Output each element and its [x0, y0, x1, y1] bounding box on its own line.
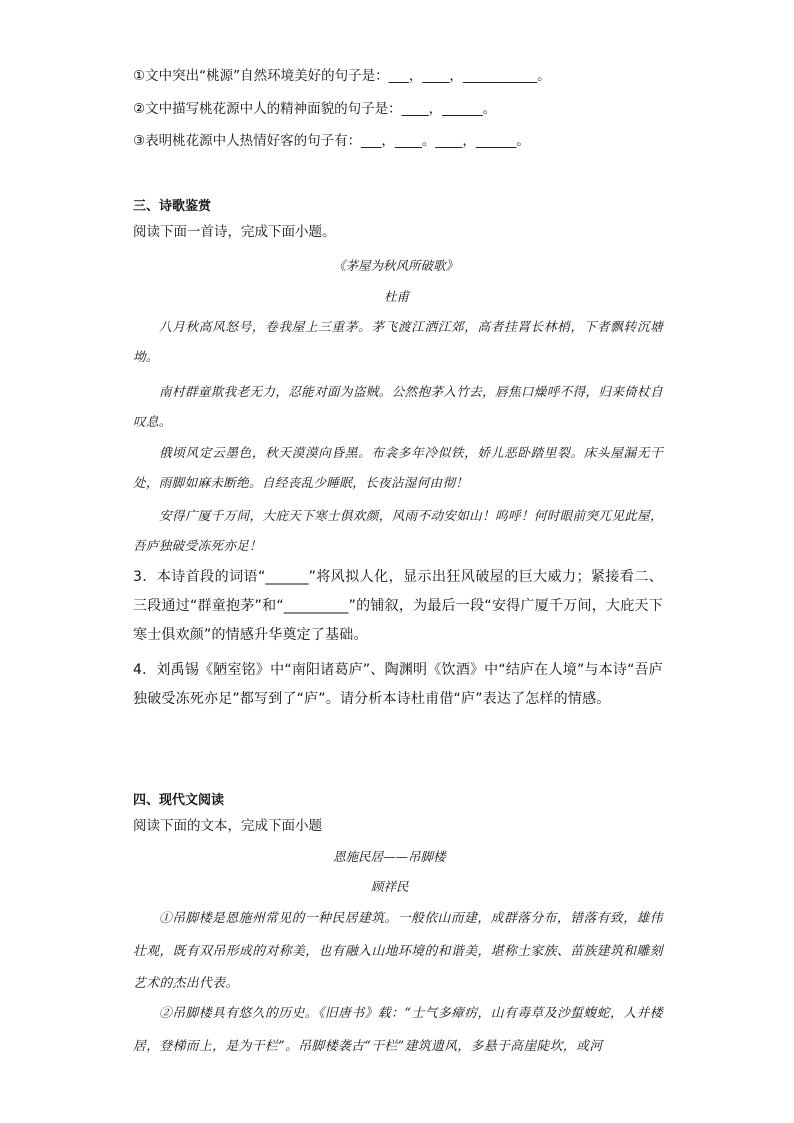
question-4: 4．刘禹锡《陋室铭》中“南阳诸葛庐”、陶渊明《饮酒》中“结庐在人境”与本诗“吾庐独破受冻死亦足”都写到了“庐”。请分析本诗杜甫借“庐”表达了怎样的情感。 — [133, 662, 663, 707]
essay-paragraph-2: ②吊脚楼具有悠久的历史。《旧唐书》载：“士气多瘴疠，山有毒草及沙蜇蝮蛇，人并楼居，登梯而上，是为干栏”。吊脚楼袭古“干栏”建筑遗风，多悬于高崖陡坎，或河 — [133, 1006, 663, 1054]
poem-stanza-1: 八月秋高风怒号，卷我屋上三重茅。茅飞渡江洒江郊，高者挂罥长林梢，下者飘转沉塘坳。 — [133, 319, 663, 364]
poem-stanza-4: 安得广厦千万间，大庇天下寒士俱欢颜，风雨不动安如山！呜呼！何时眼前突兀见此屋，吾庐独破受冻死亦足！ — [133, 508, 663, 553]
section-heading-poetry: 三、诗歌鉴赏 — [133, 199, 212, 214]
essay-paragraph-1: ①吊脚楼是恩施州常见的一种民居建筑。一般依山而建，成群落分布，错落有致，雄伟壮观，既有双吊形成的对称美，也有融入山地环境的和谐美，堪称土家族、苗族建筑和雕刻艺术的杰出代表。 — [133, 911, 663, 991]
poem-stanza-3: 俄顷风定云墨色，秋天漠漠向昏黑。布衾多年冷似铁，娇儿恶卧踏里裂。床头屋漏无干处，雨脚如麻未断绝。自经丧乱少睡眠，长夜沾湿何由彻！ — [133, 445, 663, 490]
section-instruction-modern: 阅读下面的文本，完成下面小题 — [133, 818, 322, 834]
poem-title: 《茅屋为秋风所破歌》 — [333, 258, 459, 273]
poem-author: 杜甫 — [384, 289, 410, 304]
section-instruction-poetry: 阅读下面一首诗，完成下面小题。 — [133, 224, 336, 240]
essay-author: 顾祥民 — [371, 879, 409, 894]
essay-title: 恩施民居——吊脚楼 — [333, 849, 446, 864]
question-line-3: ③表明桃花源中人热情好客的句子有：___，____。____，______。 — [133, 133, 530, 149]
question-3: 3．本诗首段的词语“______”将风拟人化，显示出狂风破屋的巨大威力；紧接看二、三段通过“群童抱茅”和“_________”的铺叙，为最后一段“安得广厦千万间，大庇天下寒士俱欢颜”的情感升华奠定了基础。 — [133, 569, 663, 643]
question-line-2: ②文中描写桃花源中人的精神面貌的句子是：____，______。 — [133, 101, 497, 117]
section-heading-modern: 四、现代文阅读 — [133, 793, 225, 808]
poem-stanza-2: 南村群童欺我老无力，忍能对面为盗贼。公然抱茅入竹去，唇焦口燥呼不得，归来倚杖自叹息。 — [133, 384, 663, 429]
question-line-1: ①文中突出“桃源”自然环境美好的句子是：___，____，___________。 — [133, 68, 551, 84]
